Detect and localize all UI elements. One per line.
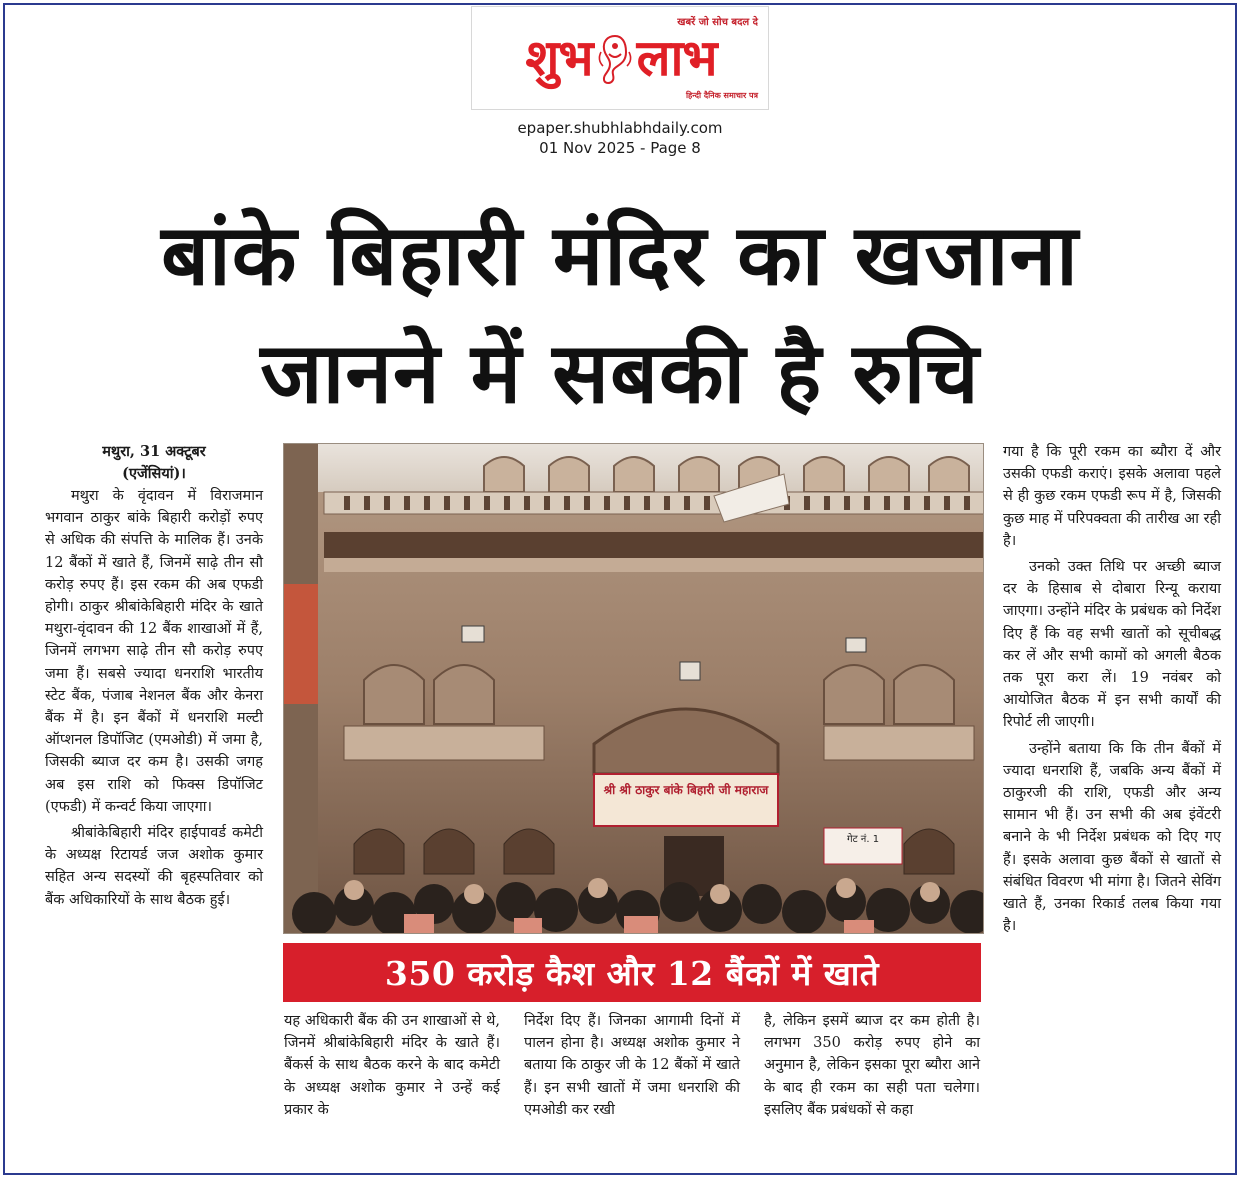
headline-line-1: बांके बिहारी मंदिर का खजाना [161, 206, 1079, 304]
dateline-place-date: मथुरा, 31 अक्टूबर [102, 443, 206, 460]
edition-date-page: 01 Nov 2025 - Page 8 [539, 139, 701, 157]
masthead-subtitle: हिन्दी दैनिक समाचार पत्र [685, 91, 758, 100]
newspaper-masthead[interactable] [471, 6, 769, 110]
article-paragraph: श्रीबांकेबिहारी मंदिर हाईपावर्ड कमेटी के अध्यक्ष रिटायर्ड जज अशोक कुमार सहित अन्य सदस्यों की बृहस्पतिवार को बैंक अधिकारियों के साथ बैठक हुई। [45, 825, 263, 908]
masthead-tagline: खबरें जो सोच बदल दे [677, 17, 758, 28]
article-column-bottom-2 [524, 1010, 740, 1121]
epaper-source [420, 118, 820, 158]
article-paragraph: यह अधिकारी बैंक की उन शाखाओं से थे, जिनमें श्रीबांकेबिहारी मंदिर के खाते हैं। बैंकर्स के साथ बैठक करने के बाद कमेटी के अध्यक्ष अशोक कुमार ने उन्हें कई प्रकार के [284, 1013, 500, 1118]
temple-sign-text: श्री श्री ठाकुर बांके बिहारी जी महाराज [603, 783, 769, 797]
dateline-agency: (एजेंसियां)। [122, 465, 186, 482]
subheading-text: 350 करोड़ कैश और 12 बैंकों में खाते [384, 954, 880, 993]
article-paragraph: उन्होंने बताया कि कि तीन बैंकों में ज्यादा धनराशि हैं, जबकि अन्य बैंकों में ठाकुरजी की राशि, एफडी और अन्य सामान भी हैं। उन सभी की अब इंवेंटरी बनाने के भी निर्देश प्रबंधक को दिए गए हैं। इसके अलावा कुछ बैंकों से खातों से संबंधित विवरण भी मांगा है। जितने सेविंग खाते हैं, उनका रिकार्ड तलब किया गया है। [1003, 740, 1221, 935]
epaper-url[interactable]: epaper.shubhlabhdaily.com [517, 119, 723, 137]
temple-photo [283, 443, 984, 934]
article-column-right [1003, 441, 1221, 941]
article-paragraph: मथुरा के वृंदावन में विराजमान भगवान ठाकुर बांके बिहारी करोड़ों रुपए से अधिक की संपत्ति के मालिक हैं। उनके 12 बैंकों में खाते हैं, जिनमें साढ़े तीन सौ करोड़ रुपए हैं। इस रकम की अब एफडी होगी। ठाकुर श्रीबांकेबिहारी मंदिर के खाते मथुरा-वृंदावन की 12 बैंक शाखाओं में हैं, जिनमें लगभग साढ़े तीन सौ करोड़ रुपए जमा हैं। सबसे ज्यादा धनराशि भारतीय स्टेट बैंक, पंजाब नेशनल बैंक और केनरा बैंक में है। इन बैंकों में धनराशि मल्टी ऑप्शनल डिपॉजिट (एमओडी) में जमा है, जिसकी ब्याज दर कम है। उसकी जगह अब इस राशि को फिक्स डिपॉजिट (एफडी) में कन्वर्ट किया जाएगा। [45, 488, 263, 815]
temple-photo-image [284, 444, 984, 934]
subheading-banner [283, 943, 981, 1002]
article-column-left [45, 441, 263, 915]
logo-word-right: लाभ [636, 29, 717, 87]
gate-sign-text: गेट नं. 1 [846, 834, 880, 845]
article-paragraph: निर्देश दिए हैं। जिनका आगामी दिनों में पालन होना है। अध्यक्ष अशोक कुमार ने बताया कि ठाकुर जी के 12 बैंकों में खाते हैं। इन सभी खातों में जमा धनराशि की एमओडी कर रखी [524, 1013, 740, 1118]
article-paragraph: गया है कि पूरी रकम का ब्यौरा दें और उसकी एफडी कराएं। इसके अलावा पहले से ही कुछ रकम एफडी रूप में है, जिसकी कुछ माह में परिपक्वता की तारीख आ रही है। [1003, 444, 1221, 549]
article-column-bottom-1 [284, 1010, 500, 1121]
article-paragraph: उनको उक्त तिथि पर अच्छी ब्याज दर के हिसाब से दोबारा रिन्यू कराया जाएगा। उन्होंने मंदिर के प्रबंधक को निर्देश दिए हैं कि वह सभी खातों को सूचीबद्ध कर लें और सभी कामों को अगली बैठक तक पूरा करा लें। 19 नवंबर को आयोजित बैठक में इन सभी कार्यों की रिपोर्ट ली जाएगी। [1003, 559, 1221, 731]
newspaper-logo [478, 27, 764, 89]
article-paragraph: है, लेकिन इसमें ब्याज दर कम होती है। लगभग 350 करोड़ रुपए होने का अनुमान है, लेकिन इसका पूरा ब्यौरा आने के बाद ही रकम का सही पता चलेगा। इसलिए बैंक प्रबंधकों से कहा [764, 1013, 980, 1118]
article-column-bottom-3 [764, 1010, 980, 1121]
ganesh-icon [595, 30, 635, 86]
logo-word-left: शुभ [525, 29, 593, 87]
article-headline [40, 196, 1200, 432]
headline-line-2: जानने में सबकी है रुचि [260, 324, 980, 422]
